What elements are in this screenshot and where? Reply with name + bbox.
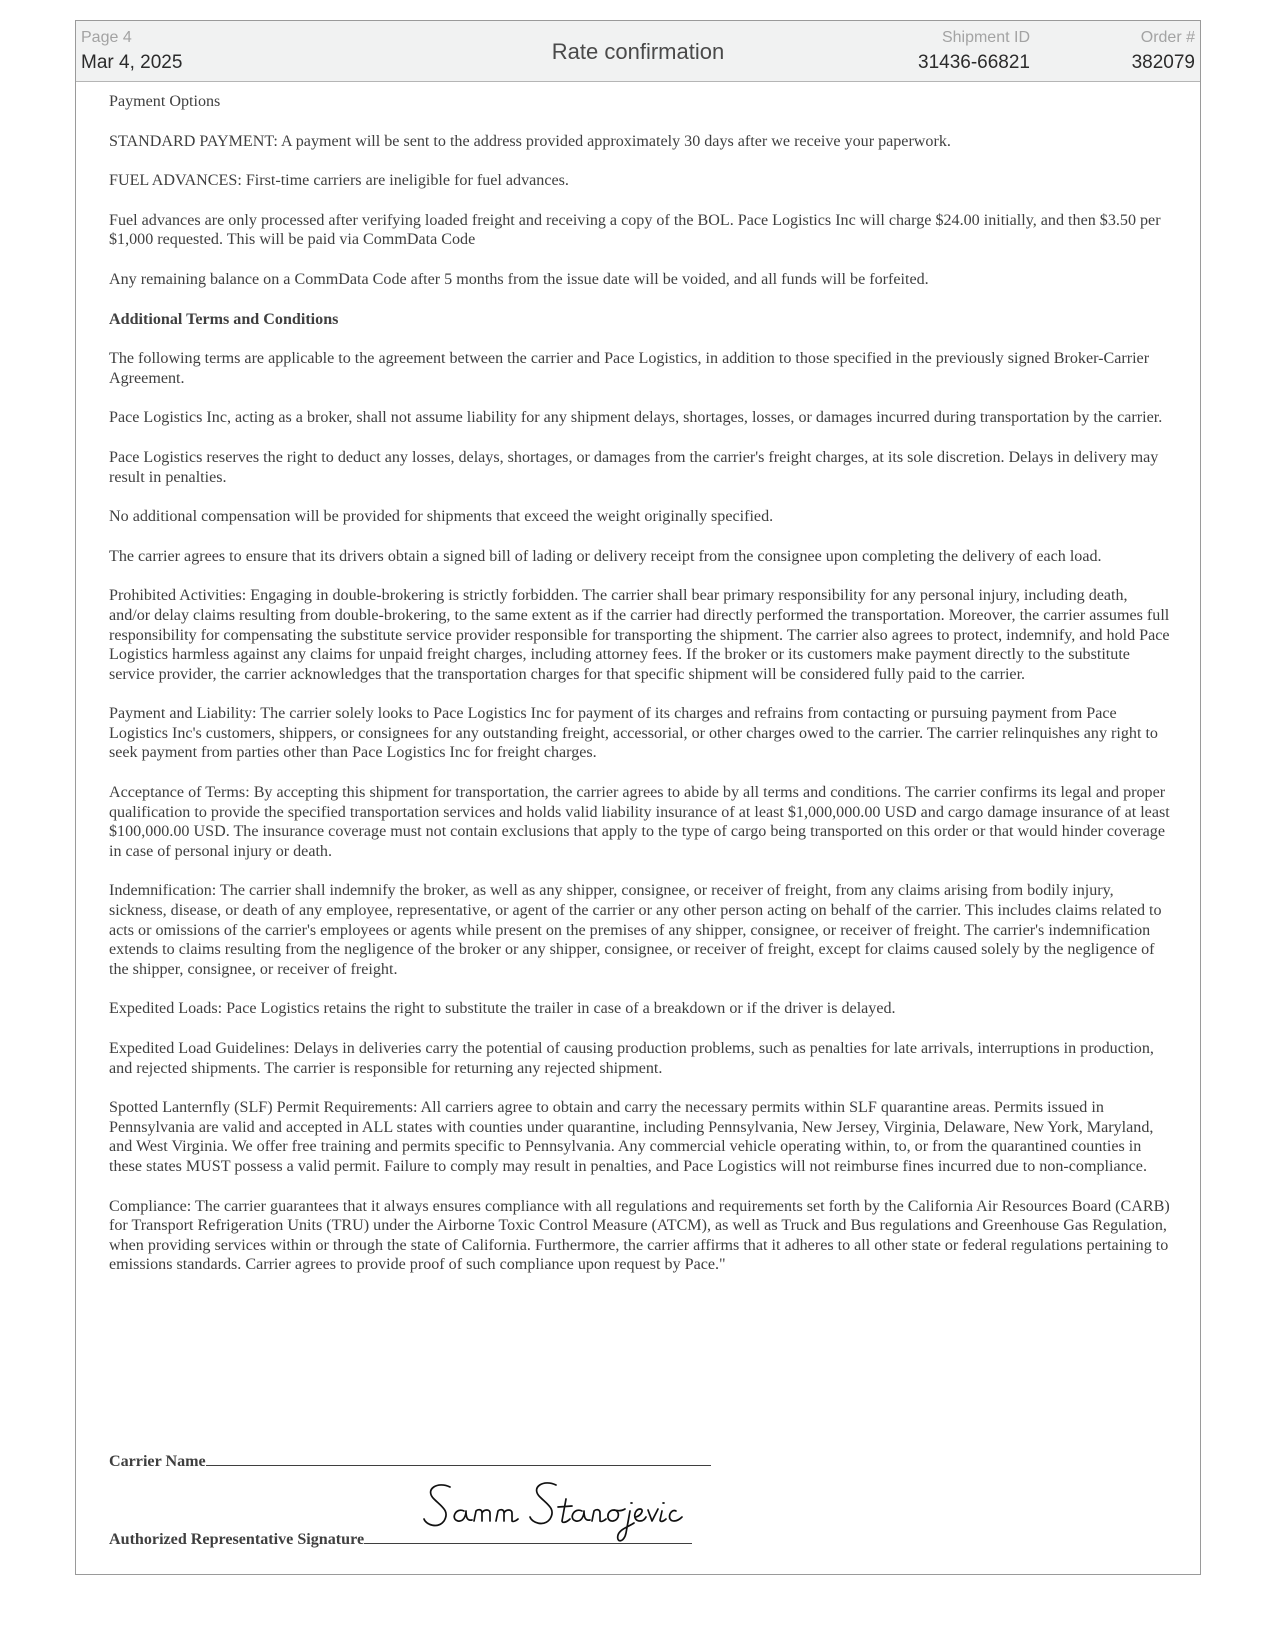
terms-paragraph: Expedited Load Guidelines: Delays in deliveries carry the potential of causing production problems, such as penalties for late arrivals, interruptions in production, and rejected shipments. The carrier is responsible for returning any rejected shipment. [109,1040,1154,1077]
page-number: Page 4 [81,29,132,46]
carrier-name-line[interactable] [206,1451,711,1466]
terms-paragraph: Fuel advances are only processed after verifying loaded freight and receiving a copy of the BOL. Pace Logistics Inc will charge $24.00 initially, and then $3.50 per $1,000 requested. This will be paid via CommData Code [109,211,1161,249]
order-number-value: 382079 [1131,52,1195,73]
terms-paragraph: STANDARD PAYMENT: A payment will be sent to the address provided approximately 30 days after we receive your paperwork. [109,132,951,150]
terms-paragraph: Spotted Lanternfly (SLF) Permit Requirements: All carriers agree to obtain and carry the necessary permits within SLF quarantine areas. Permits issued in Pennsylvania are valid and accepted in ALL states with counties under quarantine, including Pennsylvania, New Jersey, Virginia, Delaware, New York, Maryland, and West Virginia. We offer free training and permits specific to Pennsylvania. Any commercial vehicle operating within, to, or from the quarantined counties in these states MUST possess a valid permit. Failure to comply may result in penalties, and Pace Logistics will not reimburse fines incurred due to non-compliance. [109,1099,1154,1175]
rep-signature-label: Authorized Representative Signature [109,1531,365,1548]
terms-paragraph: Compliance: The carrier guarantees that it always ensures compliance with all regulations and requirements set forth by the California Air Resources Board (CARB) for Transport Refrigeration Units (TRU) under the Airborne Toxic Control Measure (ATCM), as well as Truck and Bus regulations and Greenhouse Gas Regulation, when providing services within or through the state of California. Furthermore, the carrier affirms that it adheres to all other state or federal regulations pertaining to emissions standards. Carrier agrees to provide proof of such compliance upon request by Pace." [109,1197,1170,1274]
terms-paragraph: Payment and Liability: The carrier solely looks to Pace Logistics Inc for payment of its charges and refrains from contacting or pursuing payment from Pace Logistics Inc's customers, shippers, or consignees for any outstanding freight, accessorial, or other charges owed to the carrier. The carrier relinquishes any right to seek payment from parties other than Pace Logistics Inc for freight charges. [109,705,1158,762]
section-heading: Additional Terms and Conditions [109,310,339,328]
shipment-id-label: Shipment ID [941,29,1030,46]
carrier-name-label: Carrier Name [109,1453,206,1470]
handwritten-signature [420,1477,700,1547]
terms-paragraph: Prohibited Activities: Engaging in double-brokering is strictly forbidden. The carrier shall bear primary responsibility for any personal injury, including death, and/or delay claims resulting from double-brokering, to the same extent as if the carrier had directly performed the transportation. Moreover, the carrier assumes full responsibility for compensating the substitute service provider responsible for transporting the shipment. The carrier also agrees to protect, indemnify, and hold Pace Logistics harmless against any claims for unpaid freight charges, including attorney fees. If the broker or its customers make payment directly to the substitute service provider, the carrier acknowledges that the transportation charges for that specific shipment will be considered fully paid to the carrier. [109,587,1170,683]
shipment-info [912,30,1030,72]
terms-paragraph: Expedited Loads: Pace Logistics retains the right to substitute the trailer in case of a breakdown or if the driver is delayed. [109,1000,896,1018]
terms-body [109,92,1172,1295]
order-info [1132,30,1195,72]
document-date: Mar 4, 2025 [81,52,183,73]
title-cell [76,41,1200,64]
page-info [81,30,182,72]
document-frame [75,20,1201,1575]
terms-paragraph: Acceptance of Terms: By accepting this shipment for transportation, the carrier agrees to abide by all terms and conditions. The carrier confirms its legal and proper qualification to provide the specified transportation services and holds valid liability insurance of at least $1,000,000.00 USD and cargo damage insurance of at least $100,000.00 USD. The insurance coverage must not contain exclusions that apply to the type of cargo being transported on this order or that would hinder coverage in case of personal injury or death. [109,784,1170,860]
terms-paragraph: FUEL ADVANCES: First-time carriers are ineligible for fuel advances. [109,172,569,190]
terms-paragraph: Any remaining balance on a CommData Code after 5 months from the issue date will be voided, and all funds will be forfeited. [109,270,929,288]
document-title: Rate confirmation [551,39,725,64]
terms-paragraph: Indemnification: The carrier shall indemnify the broker, as well as any shipper, consignee, or receiver of freight, from any claims arising from bodily injury, sickness, disease, or death of any employee, representative, or agent of the carrier or any other person acting on behalf of the carrier. This includes claims related to acts or omissions of the carrier's employees or agents while present on the premises of any shipper, consignee, or receiver of freight. The carrier's indemnification extends to claims resulting from the negligence of the broker or any shipper, consignee, or receiver of freight, except for claims caused solely by the negligence of the shipper, consignee, or receiver of freight. [109,882,1162,978]
terms-paragraph: Pace Logistics Inc, acting as a broker, shall not assume liability for any shipment delays, shortages, losses, or damages incurred during transportation by the carrier. [109,409,1163,427]
terms-paragraph: The carrier agrees to ensure that its drivers obtain a signed bill of lading or delivery receipt from the consignee upon completing the delivery of each load. [109,547,1102,565]
terms-paragraph: Pace Logistics reserves the right to deduct any losses, delays, shortages, or damages from the carrier's freight charges, at its sole discretion. Delays in delivery may result in penalties. [109,448,1159,486]
terms-paragraph: No additional compensation will be provided for shipments that exceed the weight originally specified. [109,508,774,526]
shipment-id-value: 31436-66821 [918,52,1030,73]
terms-paragraph: The following terms are applicable to the agreement between the carrier and Pace Logistics, in addition to those specified in the previously signed Broker-Carrier Agreement. [109,350,1150,387]
order-number-label: Order # [1140,29,1195,46]
document-header [76,21,1200,82]
terms-paragraph: Payment Options [109,93,221,110]
carrier-name-row [109,1451,711,1471]
